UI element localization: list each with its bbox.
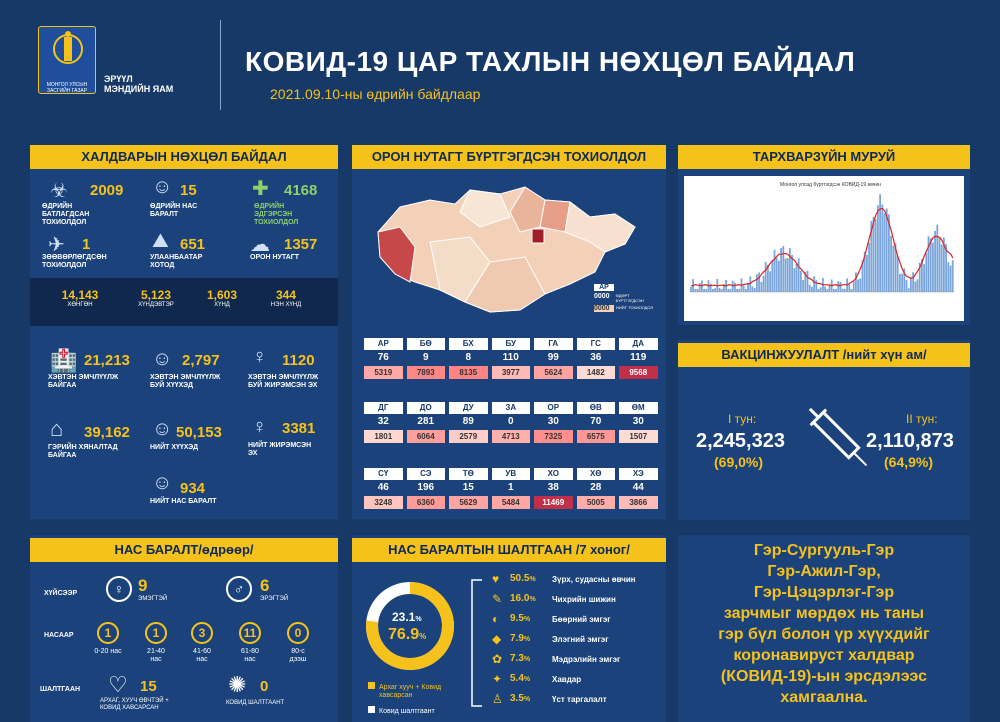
home-care-label: ГЭРИЙН ХЯНАЛТАД БАЙГАА bbox=[48, 444, 118, 459]
cause-label: Чихрийн шижин bbox=[552, 595, 616, 604]
emblem-logo bbox=[38, 26, 96, 94]
trend-bar bbox=[906, 280, 908, 292]
trend-bar bbox=[732, 281, 734, 292]
male-label: ЭРЭГТЭЙ bbox=[260, 596, 289, 602]
covid-only-label: КОВИД ШАЛТГААНТ bbox=[226, 700, 285, 706]
message-line: коронавируст халдвар bbox=[733, 647, 915, 664]
severity-item bbox=[50, 288, 110, 308]
trend-bar bbox=[758, 272, 760, 292]
hospital-icon: 🏥 bbox=[50, 348, 78, 373]
trend-header: ТАРХВАРЗҮЙН МУРУЙ bbox=[678, 145, 970, 169]
region-total: 5624 bbox=[534, 366, 573, 379]
plane-icon: ✈ bbox=[48, 234, 65, 256]
region-total: 6360 bbox=[407, 496, 446, 509]
regions-header: ОРОН НУТАГТ БҮРТГЭГДСЭН ТОХИОЛДОЛ bbox=[352, 145, 666, 169]
trend-bar bbox=[875, 219, 877, 292]
male-value: 6 bbox=[260, 576, 270, 595]
emblem-text-2: ЗАСГИЙН ГАЗАР bbox=[46, 88, 88, 94]
trend-bar bbox=[936, 225, 938, 292]
cause-label: Мэдрэлийн эмгэг bbox=[552, 655, 621, 664]
region-daily: 110 bbox=[502, 352, 519, 363]
region-code: ГС bbox=[577, 338, 616, 350]
region-daily: 38 bbox=[547, 482, 559, 493]
emblem-text-1: МОНГОЛ УЛСЫН bbox=[46, 82, 88, 88]
trend-bar bbox=[782, 246, 784, 292]
trend-bar bbox=[787, 258, 789, 292]
age-count: 1 bbox=[97, 622, 119, 644]
person-icon: ☺ bbox=[152, 472, 173, 494]
legend-top-value: 0000 bbox=[594, 293, 610, 300]
region-code: ДО bbox=[407, 402, 446, 414]
severity-value: 14,143 bbox=[61, 288, 99, 302]
cause-pct: 16.0% bbox=[510, 593, 536, 604]
infection-panel bbox=[30, 145, 338, 519]
age-range-label: 0-20 нас bbox=[94, 648, 122, 655]
region-daily: 99 bbox=[547, 352, 559, 363]
trend-bar bbox=[947, 262, 949, 292]
region-code: ДУ bbox=[449, 402, 488, 414]
trend-bar bbox=[809, 285, 811, 292]
trend-bar bbox=[941, 244, 943, 292]
page-title: КОВИД-19 ЦАР ТАХЛЫН НӨХЦӨЛ БАЙДАЛ bbox=[245, 46, 856, 77]
message-line: Гэр-Ажил-Гэр, bbox=[767, 563, 881, 580]
trend-bar bbox=[815, 280, 817, 292]
trend-bar bbox=[818, 289, 820, 292]
region-daily: 8 bbox=[465, 352, 472, 363]
trend-bar bbox=[714, 288, 716, 292]
region-code: БӨ bbox=[407, 338, 446, 350]
trend-bar bbox=[923, 264, 925, 292]
daily-deaths-value: 15 bbox=[180, 182, 197, 199]
age-count: 11 bbox=[239, 622, 261, 644]
region-code: ХО bbox=[534, 468, 573, 480]
header-divider bbox=[220, 20, 221, 110]
daily-confirmed-value: 2009 bbox=[90, 182, 124, 199]
trend-bar bbox=[793, 268, 795, 292]
message-line: (КОВИД-19)-ын эрсдэлээс bbox=[720, 668, 928, 685]
legend-code: АР bbox=[594, 284, 614, 291]
trend-bar bbox=[798, 258, 800, 292]
trend-bar bbox=[866, 255, 868, 292]
legend-bottom-label: НИЙТ ТОХИОЛДОЛ bbox=[616, 305, 654, 310]
children-hosp-label: ХЭВТЭН ЭМЧЛҮҮЛЖ БУЙ ХҮҮХЭД bbox=[150, 374, 221, 389]
region-total: 6064 bbox=[407, 430, 446, 443]
monument-icon: ⛰ bbox=[152, 230, 169, 252]
home-care-value: 39,162 bbox=[84, 424, 130, 441]
trend-bar bbox=[917, 279, 919, 292]
trend-bar bbox=[925, 253, 927, 292]
page-subtitle: 2021.09.10-ны өдрийн байдлаар bbox=[270, 86, 481, 102]
donut-outer-value: 76.9% bbox=[388, 626, 427, 643]
region-total: 1482 bbox=[577, 366, 616, 379]
trend-bar bbox=[734, 283, 736, 292]
severity-value: 1,603 bbox=[206, 288, 238, 302]
region-daily: 30 bbox=[632, 416, 644, 427]
vaccine-first-value: 2,245,323 bbox=[696, 430, 785, 452]
region-total: 5484 bbox=[492, 496, 531, 509]
deaths-header: НАС БАРАЛТ/өдрөөр/ bbox=[30, 538, 338, 562]
region-daily: 0 bbox=[507, 416, 514, 427]
trend-bar bbox=[901, 273, 903, 292]
trend-bar bbox=[694, 289, 696, 292]
trend-bar bbox=[721, 289, 723, 292]
severity-item bbox=[256, 288, 316, 308]
daily-recovered-value: 4168 bbox=[284, 182, 318, 199]
person-icon: ♙ bbox=[492, 692, 503, 706]
trend-bar bbox=[754, 288, 756, 292]
region-total: 8135 bbox=[449, 366, 488, 379]
cause-label: Хавдар bbox=[552, 675, 582, 684]
brain-icon: ✿ bbox=[492, 652, 503, 666]
trend-bar bbox=[934, 231, 936, 292]
severity-label: ХҮНДЭВТЭР bbox=[138, 302, 174, 308]
trend-bar bbox=[844, 289, 846, 292]
trend-bar bbox=[932, 243, 934, 292]
trend-bar bbox=[873, 217, 875, 292]
daily-deaths-label: ӨДРИЙН НАС БАРАЛТ bbox=[150, 203, 198, 218]
trend-bar bbox=[767, 265, 769, 292]
cause-pct: 5.4% bbox=[510, 673, 531, 684]
trend-bar bbox=[736, 289, 738, 292]
imported-label: ЗӨӨВӨРЛӨГДСӨН ТОХИОЛДОЛ bbox=[42, 254, 107, 269]
age-count: 0 bbox=[287, 622, 309, 644]
ulaanbaatar-value: 651 bbox=[180, 236, 206, 253]
trend-bar bbox=[877, 205, 879, 292]
pregnant-icon: ♀ bbox=[252, 416, 267, 438]
region-total: 9568 bbox=[619, 366, 658, 379]
vaccine-second-pct: (64,9%) bbox=[884, 454, 934, 470]
trend-bar bbox=[910, 278, 912, 292]
trend-bar bbox=[868, 243, 870, 292]
hospital-label: ХЭВТЭН ЭМЧЛҮҮЛЖ БАЙГАА bbox=[48, 374, 119, 389]
vaccine-second-label: II тун: bbox=[906, 412, 938, 426]
daily-confirmed-label: ӨДРИЙН БАТЛАГДСАН ТОХИОЛДОЛ bbox=[42, 203, 90, 226]
chronic-label: АРХАГ, ХУУЧ ӨВЧТЭЙ + КОВИД ХАВСАРСАН bbox=[100, 698, 169, 711]
trend-bar bbox=[824, 287, 826, 293]
age-label: НАСААР bbox=[44, 632, 74, 639]
region-total: 3248 bbox=[364, 496, 403, 509]
severity-value: 344 bbox=[275, 288, 297, 302]
region-total: 2579 bbox=[449, 430, 488, 443]
ulaanbaatar-label: УЛААНБААТАР ХОТОД bbox=[150, 254, 203, 269]
legend-covid: Ковид шалтгаант bbox=[368, 706, 435, 715]
trend-bar bbox=[897, 256, 899, 292]
trend-bar bbox=[842, 289, 844, 292]
cause-pct: 7.3% bbox=[510, 653, 531, 664]
region-total: 5005 bbox=[577, 496, 616, 509]
cause-pct: 9.5% bbox=[510, 613, 531, 624]
region-daily: 9 bbox=[422, 352, 429, 363]
person-icon: ☺ bbox=[152, 176, 173, 198]
syringe-icon: ✎ bbox=[492, 592, 503, 606]
region-total: 5629 bbox=[449, 496, 488, 509]
region-code: СЭ bbox=[407, 468, 446, 480]
trend-bar bbox=[769, 271, 771, 292]
region-code: ГА bbox=[534, 338, 573, 350]
daily-recovered-label: ӨДРИЙН ЭДГЭРСЭН ТОХИОЛДОЛ bbox=[254, 203, 299, 226]
region-daily: 89 bbox=[462, 416, 474, 427]
region-code: АР bbox=[364, 338, 403, 350]
map-legend bbox=[594, 284, 658, 322]
trend-chart-title: Монгол улсад бүртгэгдсэн КОВИД-19 өвчин bbox=[780, 182, 881, 188]
trend-bar bbox=[738, 289, 740, 292]
trend-bar bbox=[908, 288, 910, 292]
region-daily: 32 bbox=[377, 416, 389, 427]
prevention-message bbox=[678, 540, 970, 708]
trend-bar bbox=[950, 266, 952, 292]
region-daily: 119 bbox=[630, 352, 647, 363]
region-code: СҮ bbox=[364, 468, 403, 480]
severity-list bbox=[50, 288, 320, 318]
region-code: ТӨ bbox=[449, 468, 488, 480]
pregnant-hosp-value: 1120 bbox=[282, 352, 315, 369]
region-total: 1801 bbox=[364, 430, 403, 443]
cause-pct: 50.5% bbox=[510, 573, 536, 584]
trend-bar bbox=[774, 250, 776, 292]
trend-bar bbox=[776, 258, 778, 292]
age-count: 1 bbox=[145, 622, 167, 644]
region-daily: 76 bbox=[377, 352, 389, 363]
trend-bar bbox=[771, 260, 773, 292]
age-range-label: 80-с дээш bbox=[289, 648, 307, 663]
region-daily: 30 bbox=[547, 416, 559, 427]
trend-bar bbox=[763, 276, 765, 292]
trend-bar bbox=[899, 274, 901, 292]
message-line: гэр бүл болон үр хүүхдийг bbox=[718, 626, 930, 643]
heart-icon: ♥ bbox=[492, 572, 500, 586]
region-daily: 36 bbox=[590, 352, 602, 363]
trend-bar bbox=[697, 289, 699, 292]
pregnant-hosp-label: ХЭВТЭН ЭМЧЛҮҮЛЖ БУЙ ЖИРЭМСЭН ЭХ bbox=[248, 374, 319, 389]
region-code: ӨВ bbox=[577, 402, 616, 414]
trend-bar bbox=[855, 272, 857, 292]
age-range-label: 21-40 нас bbox=[147, 648, 165, 663]
recovered-icon: ✚ bbox=[252, 178, 269, 200]
region-total: 11469 bbox=[534, 496, 573, 509]
region-daily: 28 bbox=[590, 482, 602, 493]
trend-bar bbox=[939, 238, 941, 292]
region-daily: 44 bbox=[632, 482, 644, 493]
region-daily: 70 bbox=[590, 416, 602, 427]
region-daily: 281 bbox=[417, 416, 435, 427]
trend-bar bbox=[703, 289, 705, 292]
trend-bar bbox=[881, 205, 883, 293]
trend-bar bbox=[892, 246, 894, 292]
trend-bar bbox=[800, 271, 802, 292]
region-total: 3866 bbox=[619, 496, 658, 509]
trend-bar bbox=[848, 285, 850, 293]
trend-bar bbox=[859, 279, 861, 293]
severity-label: ХӨНГӨН bbox=[67, 302, 93, 308]
trend-bar bbox=[890, 236, 892, 292]
child-icon: ☺ bbox=[152, 418, 173, 440]
trend-bar bbox=[745, 289, 747, 292]
trend-bar bbox=[752, 287, 754, 293]
message-line: хамгаална. bbox=[780, 689, 868, 706]
cause-label: Элэгний эмгэг bbox=[552, 635, 609, 644]
region-code: УВ bbox=[492, 468, 531, 480]
total-pregnant-label: НИЙТ ЖИРЭМСЭН ЭХ bbox=[248, 442, 312, 457]
trend-bar bbox=[785, 258, 787, 292]
region-daily: 196 bbox=[417, 482, 435, 493]
trend-bar bbox=[840, 282, 842, 292]
region-code: ДА bbox=[619, 338, 658, 350]
causes-bracket bbox=[466, 578, 486, 710]
severity-item bbox=[192, 288, 252, 308]
hospital-value: 21,213 bbox=[84, 352, 130, 369]
trend-bar bbox=[719, 288, 721, 292]
trend-bar bbox=[820, 287, 822, 292]
total-children-value: 50,153 bbox=[176, 424, 222, 441]
trend-bar bbox=[802, 280, 804, 292]
severity-value: 5,123 bbox=[140, 288, 172, 302]
map-icon: ☁ bbox=[250, 234, 270, 256]
trend-bar bbox=[701, 281, 703, 292]
region-daily: 46 bbox=[377, 482, 389, 493]
donut-inner-value: 23.1% bbox=[392, 610, 422, 624]
region-code: ХӨ bbox=[577, 468, 616, 480]
trend-bar bbox=[699, 283, 701, 292]
region-daily: 1 bbox=[507, 482, 514, 493]
trend-bar bbox=[743, 286, 745, 292]
vaccine-header: ВАКЦИНЖУУЛАЛТ /нийт хүн ам/ bbox=[678, 343, 970, 367]
legend-bottom-value: 0000 bbox=[594, 305, 614, 312]
ministry-name-2: МЭНДИЙН ЯАМ bbox=[104, 84, 174, 94]
female-label: ЭМЭГТЭЙ bbox=[138, 596, 168, 602]
rural-value: 1357 bbox=[284, 236, 318, 253]
trend-bar bbox=[807, 271, 809, 292]
female-value: 9 bbox=[138, 576, 148, 595]
kidney-icon: ◐ bbox=[492, 612, 500, 626]
trend-bar bbox=[851, 289, 853, 292]
message-line: зарчмыг мөрдөх нь таны bbox=[723, 605, 925, 622]
chronic-value: 15 bbox=[140, 678, 157, 695]
trend-bar bbox=[765, 262, 767, 292]
age-count: 3 bbox=[191, 622, 213, 644]
trend-bar bbox=[835, 289, 837, 292]
cause-label: ШАЛТГААН bbox=[40, 686, 81, 693]
trend-bar bbox=[796, 264, 798, 292]
message-line: Гэр-Сургууль-Гэр bbox=[753, 542, 895, 559]
liver-icon: ◆ bbox=[492, 632, 502, 646]
age-range-label: 41-60 нас bbox=[193, 648, 211, 663]
children-hosp-value: 2,797 bbox=[182, 352, 220, 369]
covid-only-value: 0 bbox=[260, 678, 269, 695]
trend-bar bbox=[705, 289, 707, 292]
trend-bar bbox=[886, 209, 888, 293]
trend-bar bbox=[727, 289, 729, 292]
rural-label: ОРОН НУТАГТ bbox=[250, 254, 300, 261]
vaccine-first-pct: (69,0%) bbox=[714, 454, 764, 470]
pregnant-icon: ♀ bbox=[252, 346, 267, 368]
imported-value: 1 bbox=[82, 236, 91, 253]
trend-bar bbox=[690, 287, 692, 292]
home-icon: ⌂ bbox=[50, 416, 64, 441]
vaccine-first-label: I тун: bbox=[728, 412, 757, 426]
trend-bar bbox=[837, 281, 839, 292]
trend-bar bbox=[778, 261, 780, 292]
region-code: ХЭ bbox=[619, 468, 658, 480]
trend-bar bbox=[730, 289, 732, 292]
severity-label: ХҮНД bbox=[214, 302, 230, 308]
trend-bar bbox=[914, 282, 916, 293]
trend-bar bbox=[884, 214, 886, 293]
trend-bar bbox=[760, 282, 762, 292]
trend-bar bbox=[749, 276, 751, 292]
legend-top-label: ӨДӨРТ БҮРТГЭГДСЭН bbox=[615, 293, 644, 303]
message-line: Гэр-Цэцэрлэг-Гэр bbox=[753, 584, 895, 601]
female-icon: ♀ bbox=[106, 576, 132, 602]
male-icon: ♂ bbox=[226, 576, 252, 602]
region-code: ЗА bbox=[492, 402, 531, 414]
cause-label: Үст таргалалт bbox=[552, 695, 607, 704]
region-code: БХ bbox=[449, 338, 488, 350]
total-deaths-label: НИЙТ НАС БАРАЛТ bbox=[150, 498, 217, 505]
region-code: ОР bbox=[534, 402, 573, 414]
region-total: 6575 bbox=[577, 430, 616, 443]
cause-pct: 3.5% bbox=[510, 693, 531, 704]
trend-bar bbox=[789, 248, 791, 292]
virus-icon: ✺ bbox=[228, 672, 247, 697]
vaccine-second-value: 2,110,873 bbox=[866, 430, 954, 452]
trend-bar bbox=[952, 260, 954, 292]
tumor-icon: ✦ bbox=[492, 672, 503, 686]
trend-bar bbox=[833, 289, 835, 292]
infection-header: ХАЛДВАРЫН НӨХЦӨЛ БАЙДАЛ bbox=[30, 145, 338, 169]
trend-bar bbox=[826, 289, 828, 292]
region-total: 5319 bbox=[364, 366, 403, 379]
baby-icon: ☺ bbox=[152, 348, 173, 370]
ministry-name-1: ЭРҮҮЛ bbox=[104, 74, 133, 84]
cause-label: Бөөрний эмгэг bbox=[552, 615, 611, 624]
trend-bar bbox=[712, 289, 714, 292]
region-daily: 15 bbox=[462, 482, 474, 493]
cause-pct: 7.9% bbox=[510, 633, 531, 644]
age-range-label: 61-80 нас bbox=[241, 648, 259, 663]
trend-bar bbox=[853, 282, 855, 293]
legend-chronic: Архаг хууч + Ковид хавсарсан bbox=[368, 682, 441, 700]
severity-label: НЭН ХҮНД bbox=[270, 302, 302, 308]
trend-bar bbox=[811, 287, 813, 292]
trend-bar bbox=[813, 276, 815, 292]
total-children-label: НИЙТ ХҮҮХЭД bbox=[150, 444, 199, 451]
trend-bar bbox=[756, 274, 758, 292]
region-total: 1507 bbox=[619, 430, 658, 443]
region-total: 4713 bbox=[492, 430, 531, 443]
trend-bar bbox=[930, 238, 932, 292]
virus-icon: ☣ bbox=[50, 180, 68, 202]
total-pregnant-value: 3381 bbox=[282, 420, 316, 437]
severity-item bbox=[126, 288, 186, 308]
region-total: 7893 bbox=[407, 366, 446, 379]
region-code: ӨМ bbox=[619, 402, 658, 414]
total-deaths-value: 934 bbox=[180, 480, 206, 497]
trend-bar bbox=[791, 255, 793, 292]
region-code: БУ bbox=[492, 338, 531, 350]
region-total: 3977 bbox=[492, 366, 531, 379]
heartbeat-icon: ♡ bbox=[108, 672, 128, 697]
trend-bar bbox=[857, 280, 859, 293]
region-total: 7325 bbox=[534, 430, 573, 443]
trend-bar bbox=[912, 272, 914, 292]
gender-label: ХҮЙСЭЭР bbox=[44, 590, 78, 597]
causes-header: НАС БАРАЛТЫН ШАЛТГААН /7 хоног/ bbox=[352, 538, 666, 562]
region-code: ДГ bbox=[364, 402, 403, 414]
trend-chart bbox=[690, 192, 960, 310]
cause-label: Зүрх, судасны өвчин bbox=[552, 575, 636, 584]
